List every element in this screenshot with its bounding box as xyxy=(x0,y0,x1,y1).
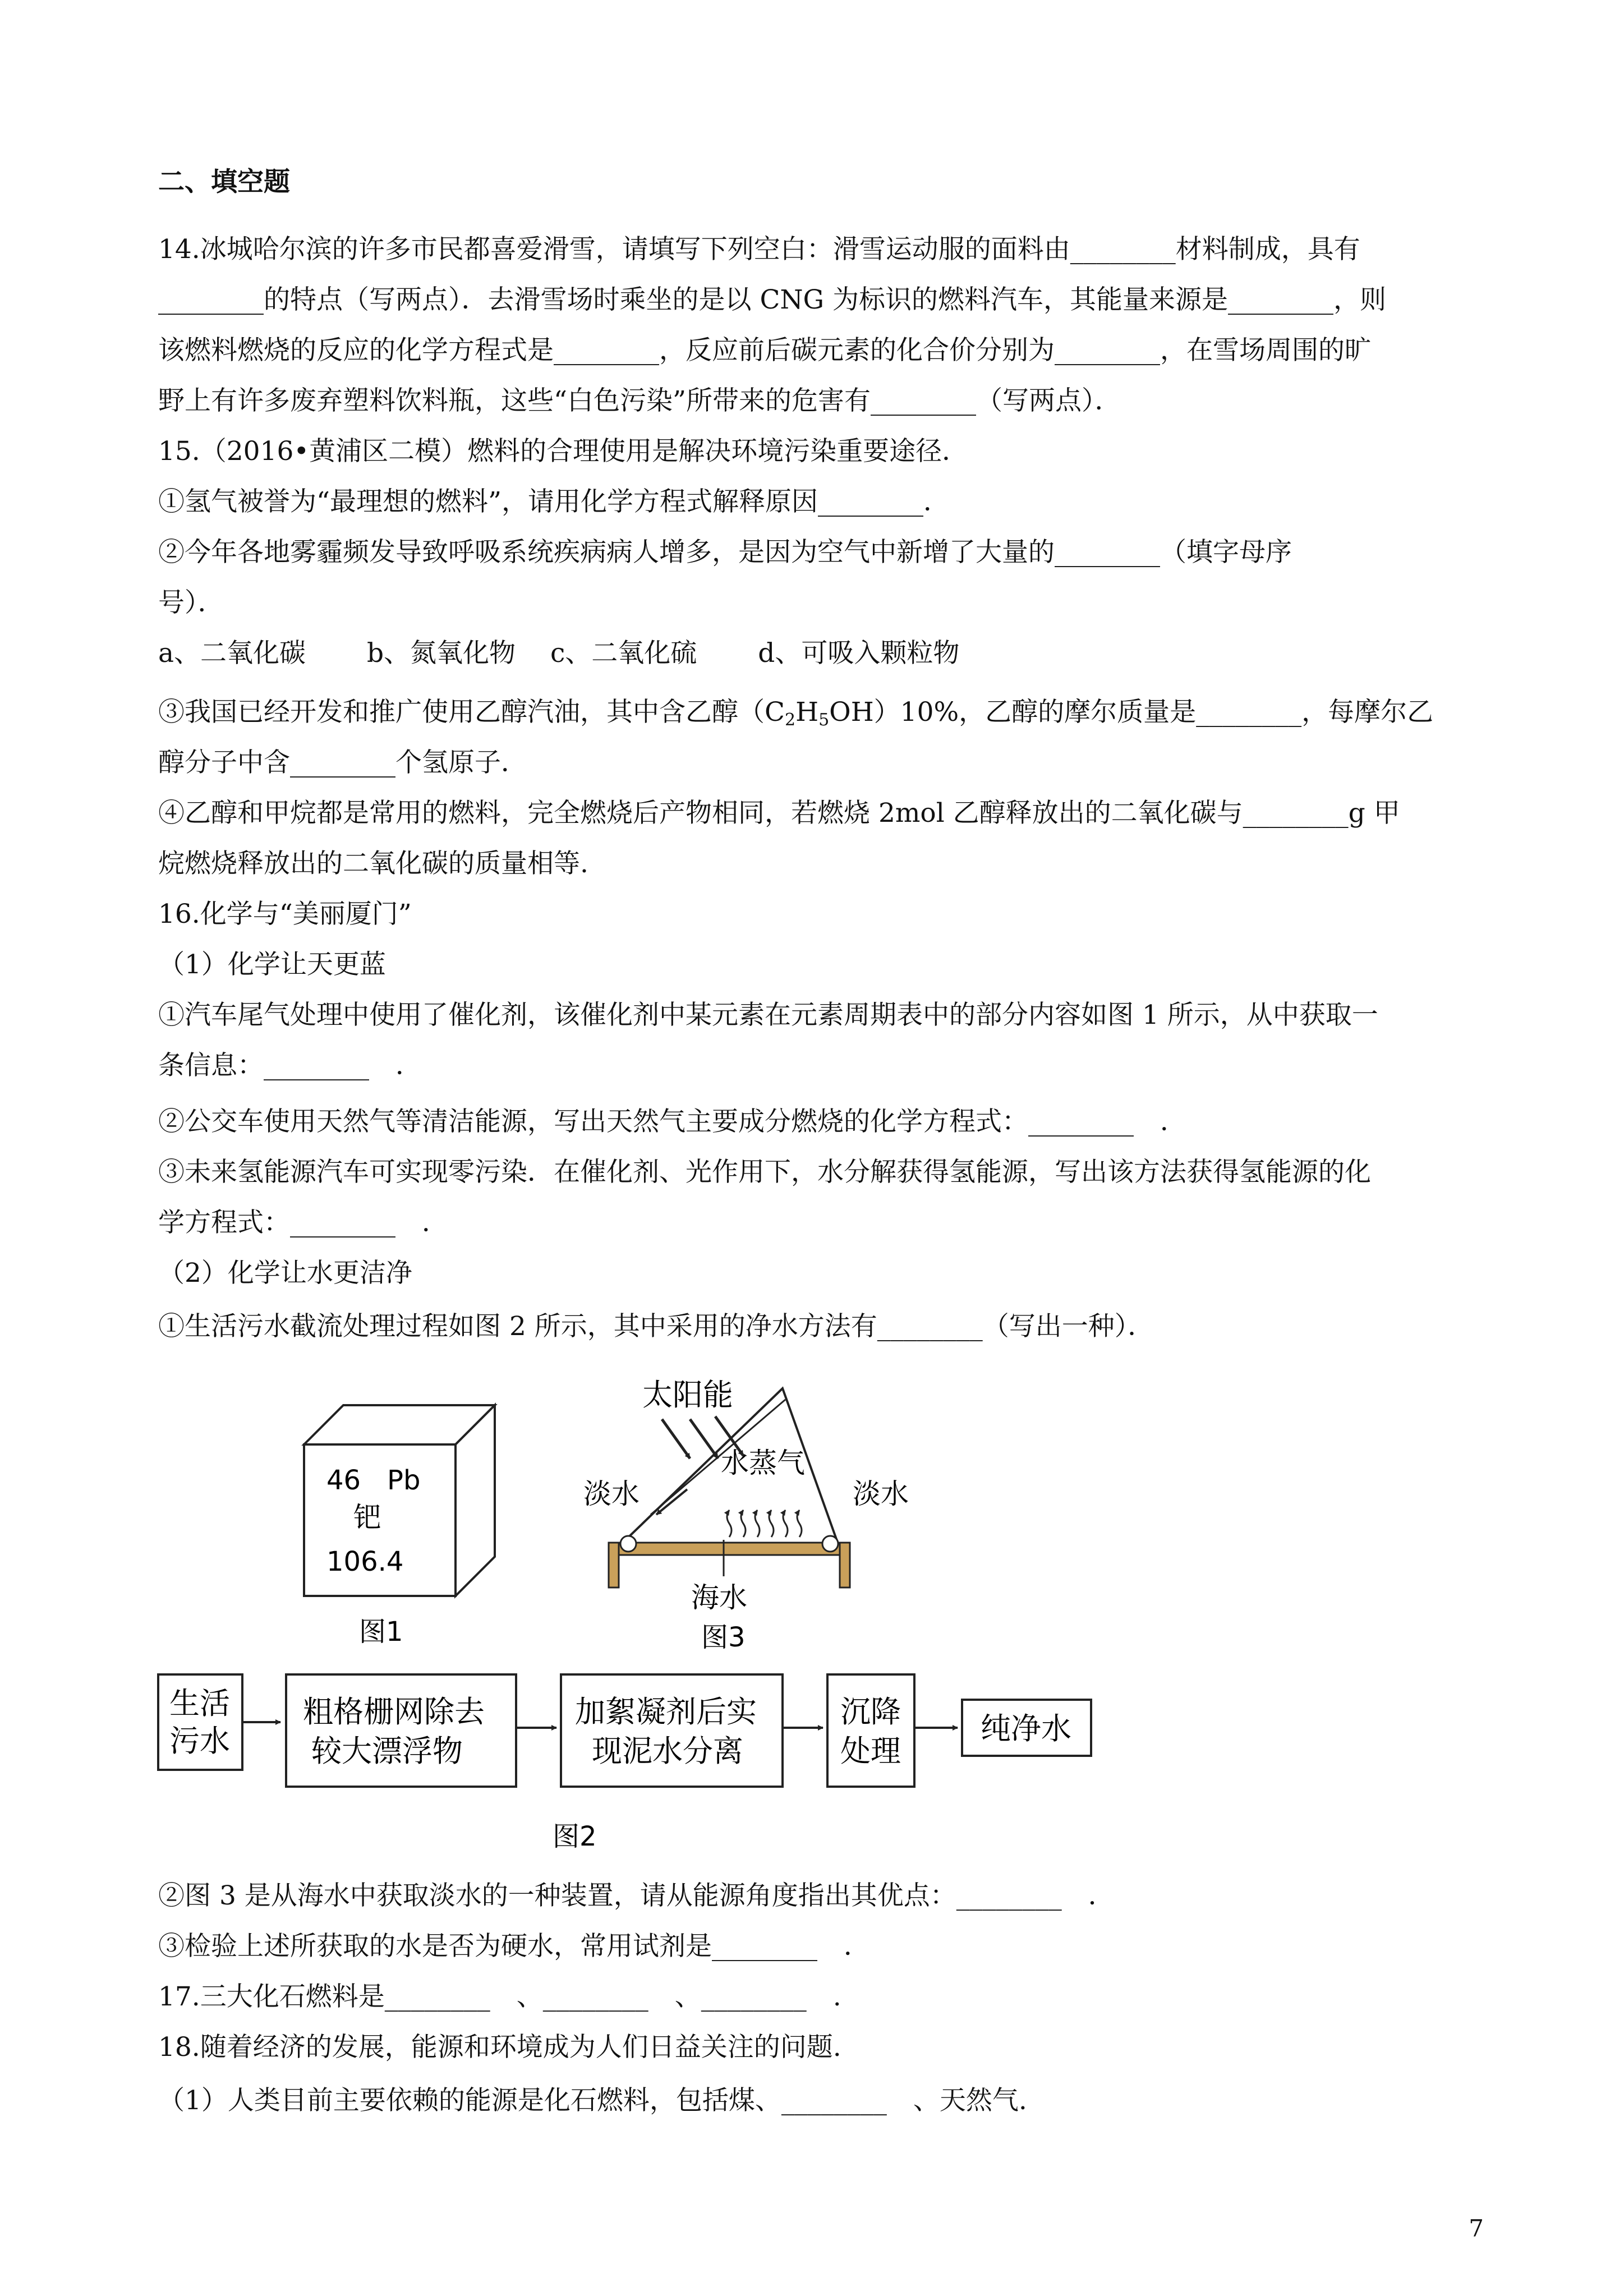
q16-line-6: ③未来氢能源汽车可实现零污染．在催化剂、光作用下，水分解获得氢能源，写出该方法获得氢能源的化 xyxy=(158,1157,1371,1188)
flow-step-1-line-1: 生活 xyxy=(169,1686,230,1721)
q16-line-10: ②图 3 是从海水中获取淡水的一种装置，请从能源角度指出其优点：________ ． xyxy=(158,1880,1115,1911)
section-title: 二、填空题 xyxy=(158,167,290,197)
element-symbol: Pb xyxy=(387,1465,421,1496)
q16-line-5: ②公交车使用天然气等清洁能源，写出天然气主要成分燃烧的化学方程式：________ ． xyxy=(158,1106,1186,1137)
element-mass: 106.4 xyxy=(326,1546,404,1577)
fresh-water-right-label: 淡水 xyxy=(853,1478,909,1510)
flow-step-3-line-1: 加絮凝剂后实 xyxy=(575,1694,757,1729)
q16-line-2: （1）化学让天更蓝 xyxy=(158,949,386,980)
q14-line-1: 14.冰城哈尔滨的许多市民都喜爱滑雪，请填写下列空白：滑雪运动服的面料由________材料制成，具有 xyxy=(158,234,1360,265)
solar-energy-label: 太阳能 xyxy=(642,1377,733,1412)
flow-step-5: 纯净水 xyxy=(981,1711,1071,1746)
q14-line-3: 该燃料燃烧的反应的化学方程式是________，反应前后碳元素的化合价分别为________，在雪场周围的旷 xyxy=(158,335,1371,366)
q14-line-4: 野上有许多废弃塑料饮料瓶，这些“白色污染”所带来的危害有________（写两点）． xyxy=(158,385,1121,416)
seawater-label: 海水 xyxy=(691,1581,747,1614)
fresh-water-left-label: 淡水 xyxy=(583,1478,640,1510)
element-name: 钯 xyxy=(353,1501,381,1534)
q16-line-1: 16.化学与“美丽厦门” xyxy=(158,899,412,930)
figure-1-element-cube xyxy=(304,1405,495,1648)
q15-line-1: 15.（2016•黄浦区二模）燃料的合理使用是解决环境污染重要途径． xyxy=(158,436,969,467)
q18-line-1: 18.随着经济的发展，能源和环境成为人们日益关注的问题. xyxy=(158,2032,841,2063)
flow-step-2-line-2: 较大漂浮物 xyxy=(311,1733,463,1769)
q16-line-11: ③检验上述所获取的水是否为硬水，常用试剂是________ ． xyxy=(158,1931,870,1962)
q16-line-8: （2）化学让水更洁净 xyxy=(158,1258,412,1289)
q16-line-3: ①汽车尾气处理中使用了催化剂，该催化剂中某元素在元素周期表中的部分内容如图 1 所示，从中获取一 xyxy=(158,1000,1378,1030)
flow-step-4-line-2: 处理 xyxy=(840,1733,901,1769)
flow-step-4-line-1: 沉降 xyxy=(840,1694,901,1729)
figure-3-solar-still xyxy=(583,1377,909,1653)
q14-line-2: ________的特点（写两点）．去滑雪场时乘坐的是以 CNG 为标识的燃料汽车，其能量来源是________，则 xyxy=(158,284,1387,315)
page-number: 7 xyxy=(1469,2215,1484,2242)
q15-line-7: 醇分子中含________个氢原子． xyxy=(158,747,527,778)
figure-1-caption: 图1 xyxy=(359,1616,403,1648)
flow-step-2-line-1: 粗格栅网除去 xyxy=(303,1694,485,1729)
q15-line-9: 烷燃烧释放出的二氧化碳的质量相等. xyxy=(158,848,588,879)
q15-line-2: ①氢气被誉为“最理想的燃料”，请用化学方程式解释原因________． xyxy=(158,486,950,517)
q15-options: a、二氧化碳 b、氮氧化物 c、二氧化硫 d、可吸入颗粒物 xyxy=(158,638,960,669)
flow-step-3-line-2: 现泥水分离 xyxy=(592,1733,743,1769)
q15-line-4: 号）． xyxy=(158,587,224,618)
q18-line-2: （1）人类目前主要依赖的能源是化石燃料，包括煤、________ 、天然气. xyxy=(158,2085,1027,2116)
q16-line-4: 条信息：________ ． xyxy=(158,1050,422,1081)
flow-step-1-line-2: 污水 xyxy=(169,1723,230,1759)
q16-line-7: 学方程式：________ ． xyxy=(158,1207,448,1238)
q15-line-8: ④乙醇和甲烷都是常用的燃料，完全燃烧后产物相同，若燃烧 2mol 乙醇释放出的二氧化碳与________g 甲 xyxy=(158,798,1400,829)
q16-line-9: ①生活污水截流处理过程如图 2 所示，其中采用的净水方法有________（写出一种）． xyxy=(158,1311,1154,1342)
q17-line-1: 17.三大化石燃料是________ 、________ 、________ . xyxy=(158,1981,841,2012)
q15-line-6: ③我国已经开发和推广使用乙醇汽油，其中含乙醇$(C_2H_5OH)10\%$，乙醇的摩尔质量是________，每摩尔乙 xyxy=(158,697,1434,730)
figure-2-caption: 图2 xyxy=(553,1821,597,1852)
figure-3-caption: 图3 xyxy=(701,1622,746,1653)
water-vapor-label: 水蒸气 xyxy=(721,1447,805,1479)
figure-2-flowchart xyxy=(158,1674,1091,1852)
element-number: 46 xyxy=(326,1465,361,1496)
q15-line-3: ②今年各地雾霾频发导致呼吸系统疾病病人增多，是因为空气中新增了大量的________（填字母序 xyxy=(158,537,1292,568)
